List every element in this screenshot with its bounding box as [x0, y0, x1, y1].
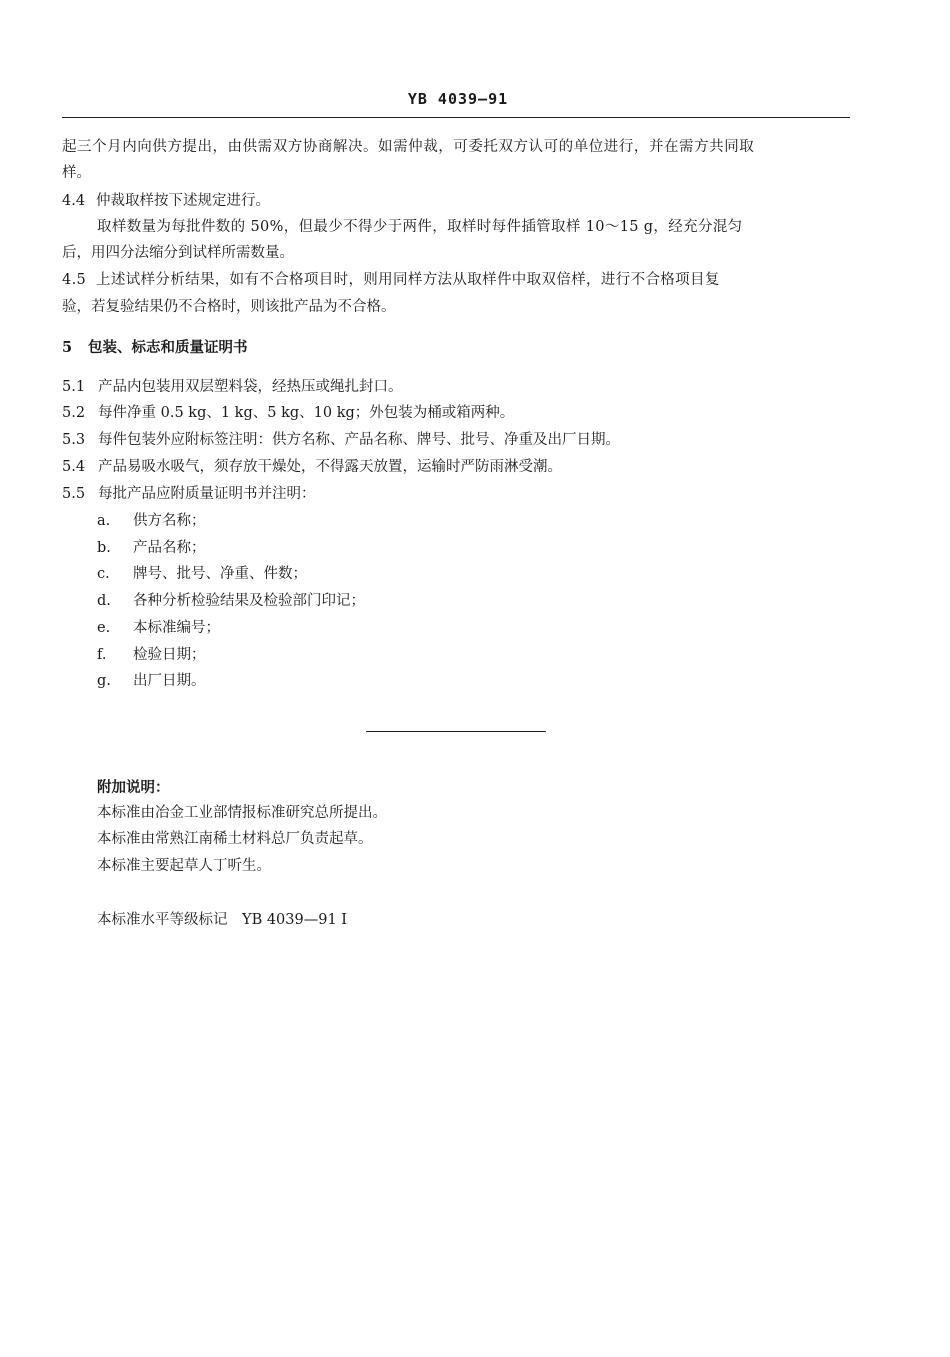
list-letter: d. [97, 593, 111, 609]
clause-4-5 [62, 270, 720, 290]
clause-4-4 [62, 191, 270, 211]
paragraph-continuation-end: 样。 [62, 165, 91, 181]
list-letter: b. [97, 540, 111, 556]
clause-text: 产品内包装用双层塑料袋，经热压或绳扎封口。 [98, 379, 403, 395]
clause-number: 5.1 [62, 379, 86, 395]
clause-text: 每件包装外应附标签注明：供方名称、产品名称、牌号、批号、净重及出厂日期。 [98, 432, 620, 448]
list-text: 供方名称； [133, 513, 206, 529]
list-text: 出厂日期。 [133, 673, 206, 689]
grade-mark: 本标准水平等级标记 YB 4039—91 I [97, 912, 348, 928]
list-text: 产品名称； [133, 540, 206, 556]
list-item [97, 564, 307, 584]
list-item [97, 538, 206, 558]
section-5-heading [62, 338, 248, 358]
clause-text: 每件净重 0.5 kg、1 kg、5 kg、10 kg；外包装为桶或箱两种。 [98, 405, 515, 421]
end-of-text-rule [366, 731, 546, 732]
clause-5-1 [62, 377, 403, 397]
clause-number: 4.5 [62, 272, 87, 288]
list-item [97, 671, 206, 691]
list-text: 牌号、批号、净重、件数； [133, 566, 307, 582]
standard-code-header: YB 4039—91 [407, 90, 509, 108]
list-item [97, 645, 206, 665]
list-text: 各种分析检验结果及检验部门印记； [133, 593, 365, 609]
clause-number: 5.3 [62, 432, 86, 448]
clause-4-4-body-end: 后，用四分法缩分到试样所需数量。 [62, 245, 294, 261]
clause-number: 5.4 [62, 459, 86, 475]
clause-5-5 [62, 484, 316, 504]
clause-4-5-end: 验，若复验结果仍不合格时，则该批产品为不合格。 [62, 299, 396, 315]
notes-line: 本标准由常熟江南稀土材料总厂负责起草。 [97, 831, 373, 847]
clause-number: 4.4 [62, 193, 86, 209]
clause-text: 每批产品应附质量证明书并注明： [98, 486, 316, 502]
section-title: 包装、标志和质量证明书 [88, 339, 248, 356]
clause-5-2 [62, 403, 514, 423]
clause-number: 5.5 [62, 486, 86, 502]
clause-text: 产品易吸水吸气，须存放干燥处，不得露天放置，运输时严防雨淋受潮。 [98, 459, 562, 475]
list-item [97, 591, 365, 611]
clause-text: 仲裁取样按下述规定进行。 [96, 193, 270, 209]
list-letter: f. [97, 647, 107, 663]
list-item [97, 618, 220, 638]
header-divider [62, 117, 850, 118]
clause-5-4 [62, 457, 562, 477]
list-letter: g. [97, 673, 111, 689]
list-item [97, 511, 206, 531]
notes-line: 本标准由冶金工业部情报标准研究总所提出。 [97, 805, 387, 821]
notes-line: 本标准主要起草人丁听生。 [97, 858, 271, 874]
clause-number: 5.2 [62, 405, 86, 421]
list-letter: e. [97, 620, 111, 636]
section-number: 5 [62, 339, 73, 356]
list-text: 检验日期； [133, 647, 206, 663]
clause-5-3 [62, 430, 620, 450]
list-letter: c. [97, 566, 110, 582]
paragraph-continuation: 起三个月内向供方提出，由供需双方协商解决。如需仲裁，可委托双方认可的单位进行，并在需方共同取 [62, 139, 755, 155]
list-letter: a. [97, 513, 111, 529]
clause-text: 上述试样分析结果，如有不合格项目时，则用同样方法从取样件中取双倍样，进行不合格项目复 [96, 272, 720, 288]
clause-4-4-body: 取样数量为每批件数的 50%，但最少不得少于两件，取样时每件插管取样 10～15 g，经充分混匀 [97, 219, 743, 235]
notes-title: 附加说明： [97, 779, 170, 796]
list-text: 本标准编号； [133, 620, 220, 636]
